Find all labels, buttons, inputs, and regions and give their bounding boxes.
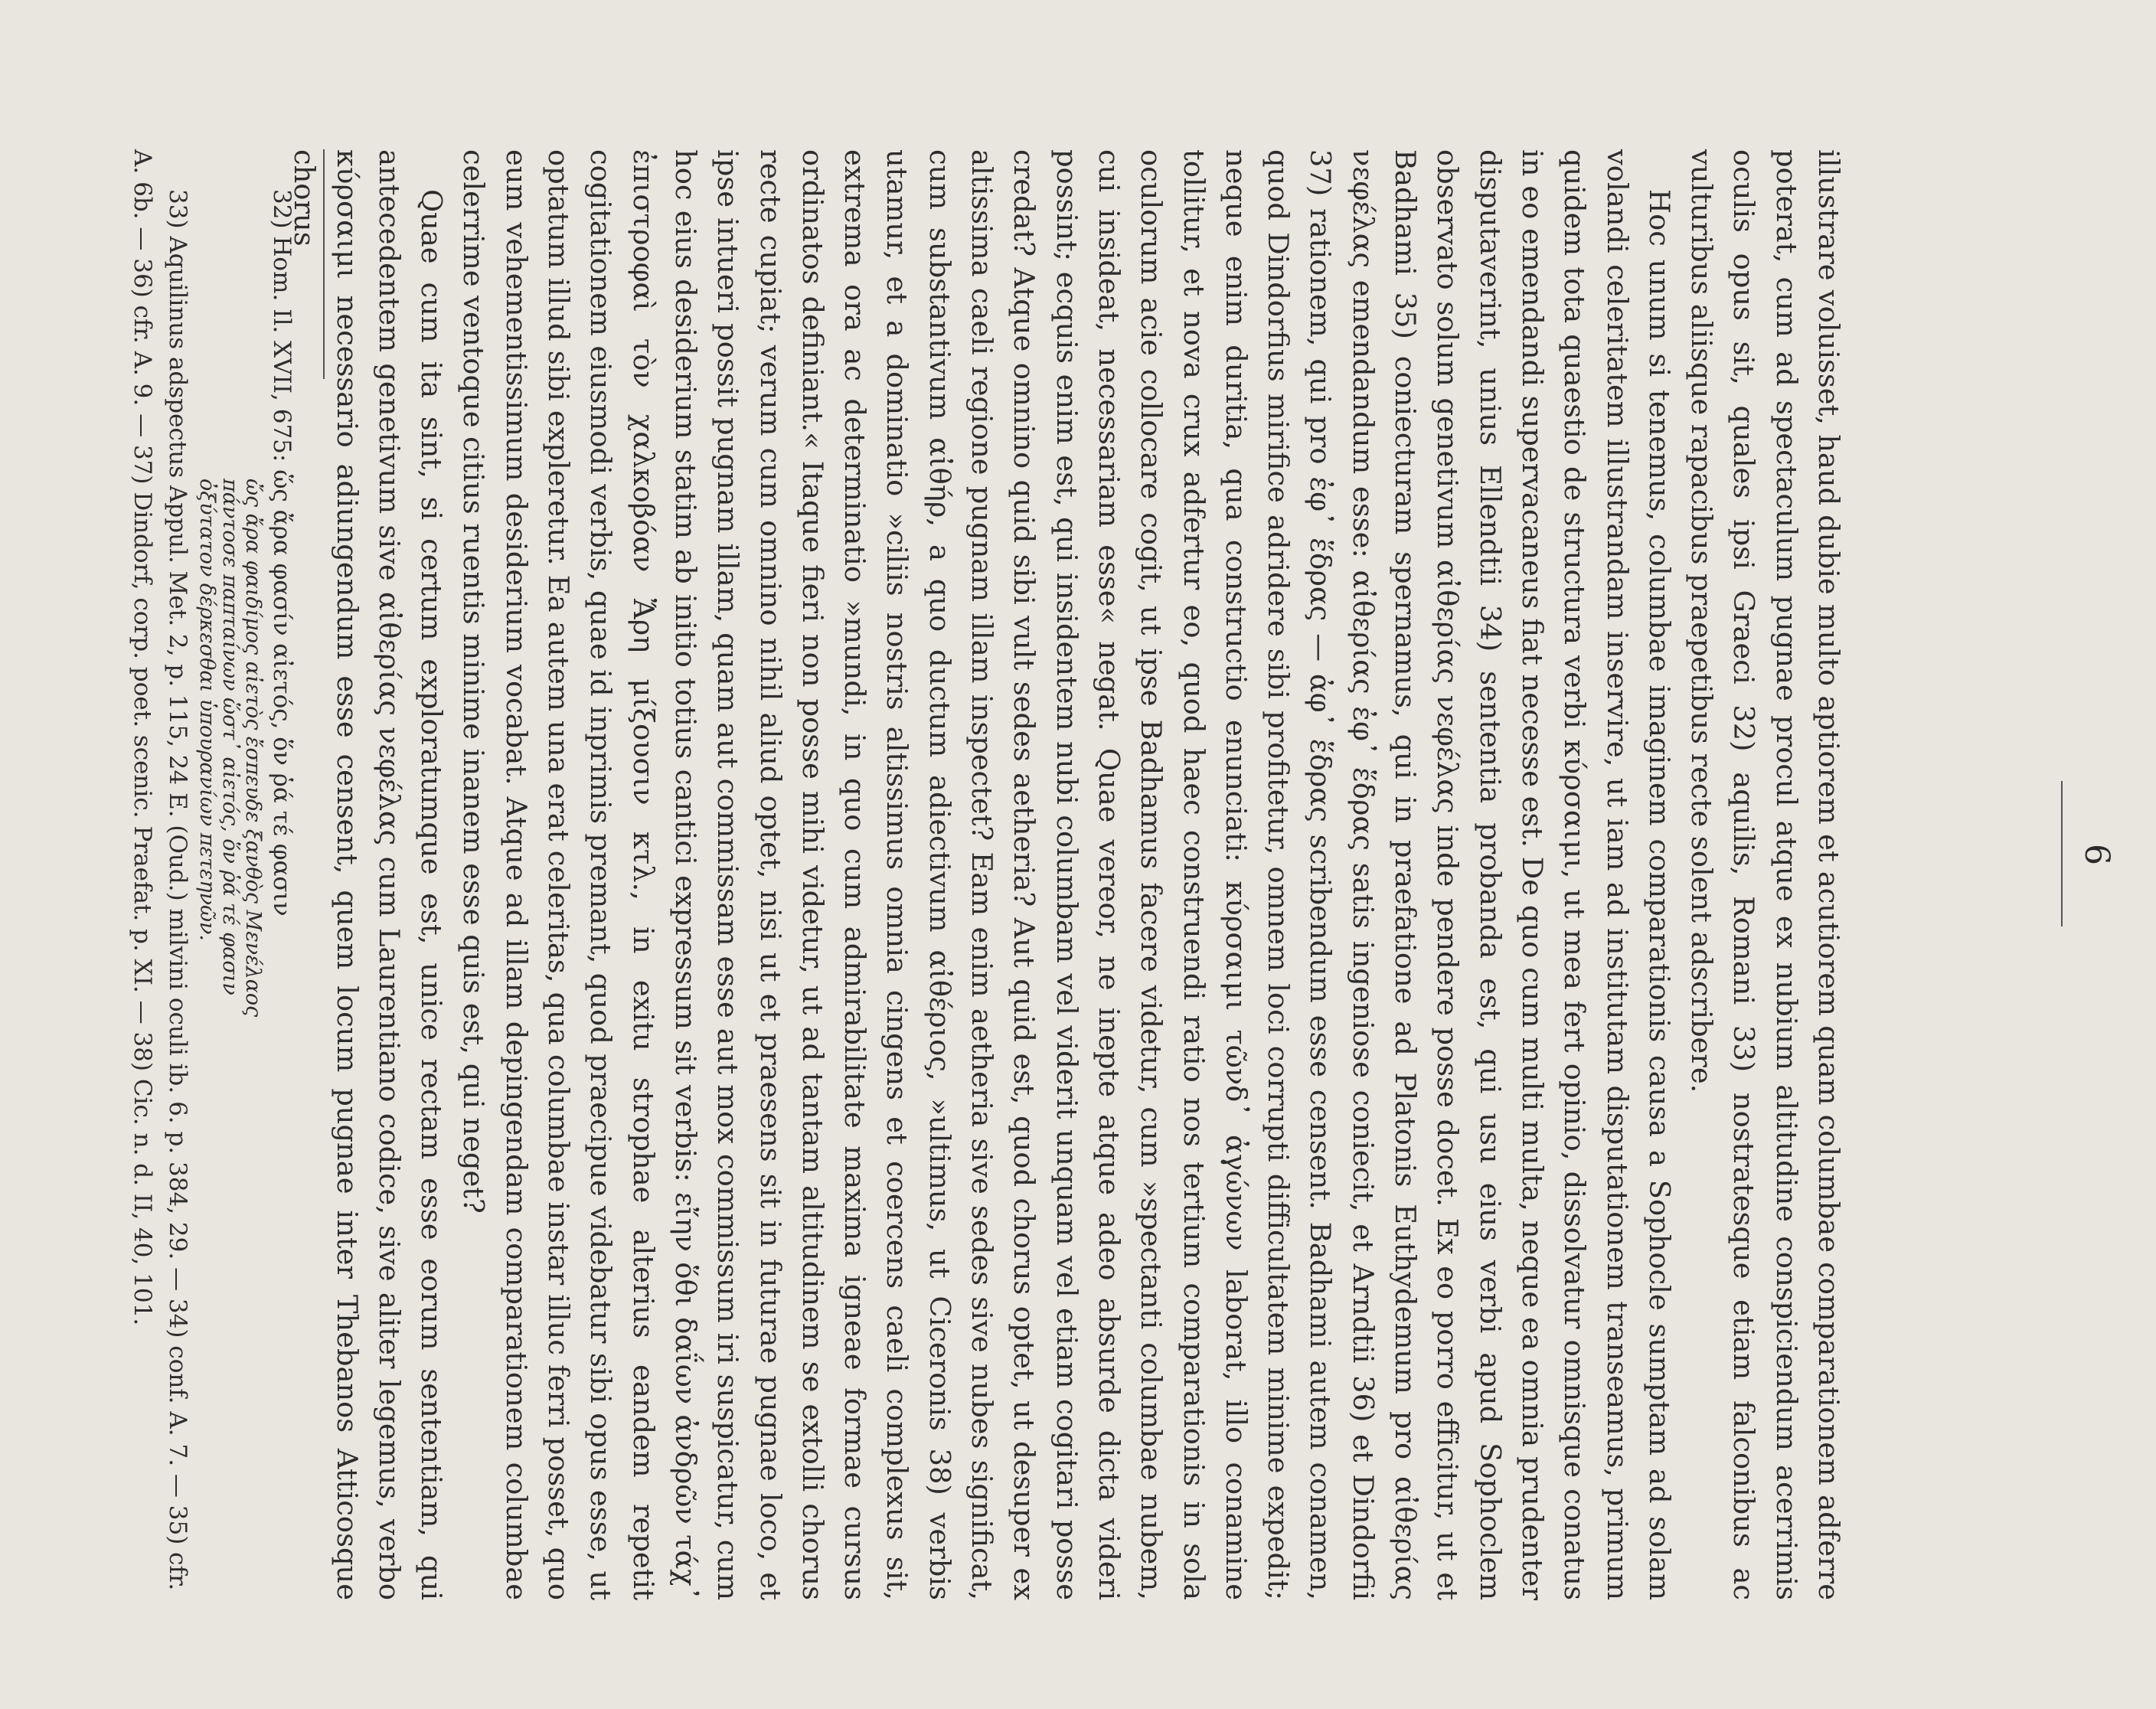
footnote-32-greek-line-2: πάντοσε παπταίνων ὥστ᾽ αἰετός, ὅν ῥά τέ φασιν: [218, 479, 242, 995]
paragraph-2: Hoc unum si tenemus, columbae imaginem comparationis causa a Sophocle sumptam ad solam volandi celeritatem illustrandam inservire, ut iam ad institutam disputationem transeamus, primum quidem tota quaestio de structura verbi κύρσαιμι, ut mea fert opinio, dissolvatur omnisque conatus in eo emendandi supervacaneus fiat necesse est. De quo cum multi multa, neque ea omnia prudenter disputaverint, unius Ellendtii 34) sententia probanda est, qui usu eius verbi apud Sophoclem observato solum genetivum αἰθερίας νεφέλας inde pendere posse docet. Ex eo porro efficitur, ut et Badhami 35) coniecturam spernamus, qui in praefatione ad Platonis Euthydemum pro αἰθερίας νεφέλας emendandum esse: αἰθερίας ἐφ᾽ ἕδρας satis ingeniose coniecit, et Arndtii 36) et Dindorfii 37) rationem, qui pro ἐφ᾽ ἕδρας — ἀφ᾽ ἕδρας scribendum esse censent. Badhami autem conamen, quod Dindorfius mirifice adridere sibi profitetur, omnem loci corrupti difficultatem minime expedit; neque enim duritia, qua constructio enunciati: κύρσαιμι τῶνδ᾽ ἀγώνων laborat, illo conamine tollitur, et nova crux adfertur eo, quod haec construendi ratio nos tertium comparationis in sola oculorum acie collocare cogit, ut ipse Badhamus facere videtur, cum »spectanti columbae nubem, cui insideat, necessariam esse« negat. Quae vereor, ne inepte atque adeo absurde dicta videri possint; ecquis enim est, qui insidentem nubi columbam vel viderit unquam vel etiam cogitari posse credat? Atque omnino quid sibi vult sedes aetheria? Aut quid est, quod chorus optet, ut desuper ex altissima caeli regione pugnam illam inspectet? Eam enim aetheria sive sedes sive nubes significat, cum substantivum αἰθήρ, a quo ductum adiectivum αἰθέριος, »ultimus, ut Ciceronis 38) verbis utamur, et a dominatio »ciliis nostris altissimus omnia cingens et coercens caeli complexus sit, extrema ora ac determinatio »mundi, in quo cum admirabilitate maxima igneae formae cursus ordinatos definiant.« Itaque fieri non posse mihi videtur, ut ad tantam altitudinem se extolli chorus recte cupiat; verum cum omnino nihil aliud optet, nisi ut et praesens sit in futurae pugnae loco, et ipse intueri possit pugnam illam, quam aut commissam esse aut mox commissum iri suspicatur, cum hoc eius desiderium statim ab initio totius cantici expressum sit verbis: εἴην ὅθι δαΐων ἀνδρῶν τάχ᾽ ἐπιστροφαὶ τὸν χαλκοβόαν Ἄρη μίξουσιν κτλ., in exitu strophae alterius eandem repetit cogitationem eiusmodi verbis, quae id inprimis premant, quod praecipue videbatur sibi opus esse, ut optatum illud sibi expleretur. Ea autem una erat celeritas, qua columbae instar illuc ferri posset, quo eum vehementissimum desiderium vocabat. Atque ad illam depingendam comparationem columbae celerrime ventoque citius ruentis minime inanem esse quis est, qui neget?: [457, 149, 1676, 1600]
paragraph-1: illustrare voluisset, haud dubie multo aptiorem et acutiorem quam columbae comparationem adferre poterat, cum ad spectaculum pugnae procul atque ex nubium altitudine conspiciendum acerrimis oculis opus sit, quales ipsi Graeci 32) aquilis, Romani 33) nostratesque etiam falconibus ac vulturibus aliisque rapacibus praepetibus recte solent adscribere.: [1685, 149, 1845, 1600]
footnote-33-38: 33) Aquilinus adspectus Appul. Met. 2, p. 115, 24 E. (Oud.) milvini oculi ib. 6. p. 384, 29. — 34) conf. A. 7. — 35) cfr. A. 6b. — 36) cfr. A. 9. — 37) Dindorf, corp. poet. scenic. Praefat. p. XI. — 38) Cic. n. d. II, 40, 101.: [129, 149, 191, 1591]
footnote-32-greek-line-1: ὤς ἄρα φαιδίμος αἰετὸς ἔσπευδε ξανθὸς Μενέλαος: [241, 479, 265, 1018]
header-rule: [2061, 781, 2063, 926]
paragraph-3: Quae cum ita sint, si certum exploratumque est, unice rectam esse eorum sententiam, qui antecedentem genetivum sive αἰθερίας νεφέλας cum Laurentiano codice, sive aliter legemus, verbo κύρσαιμι necessario adiungendum esse censent, quem locum pugnae inter Thebanos Atticosque chorus: [288, 149, 449, 1600]
footnote-32-greek-line-3: ὀξύτατον δέρκεσθαι ὑπουρανίων πετεηνῶν.: [195, 479, 219, 942]
footnote-rule: [323, 149, 325, 379]
footnote-32: 32) Hom. Il. XVII, 675: ὥς ἄρα φασίν αἰετός, ὅν ῥά τέ φασιν: [268, 189, 296, 917]
footnotes: [125, 149, 299, 1600]
main-text: [283, 149, 1850, 1600]
page-number: 6: [2077, 844, 2116, 865]
